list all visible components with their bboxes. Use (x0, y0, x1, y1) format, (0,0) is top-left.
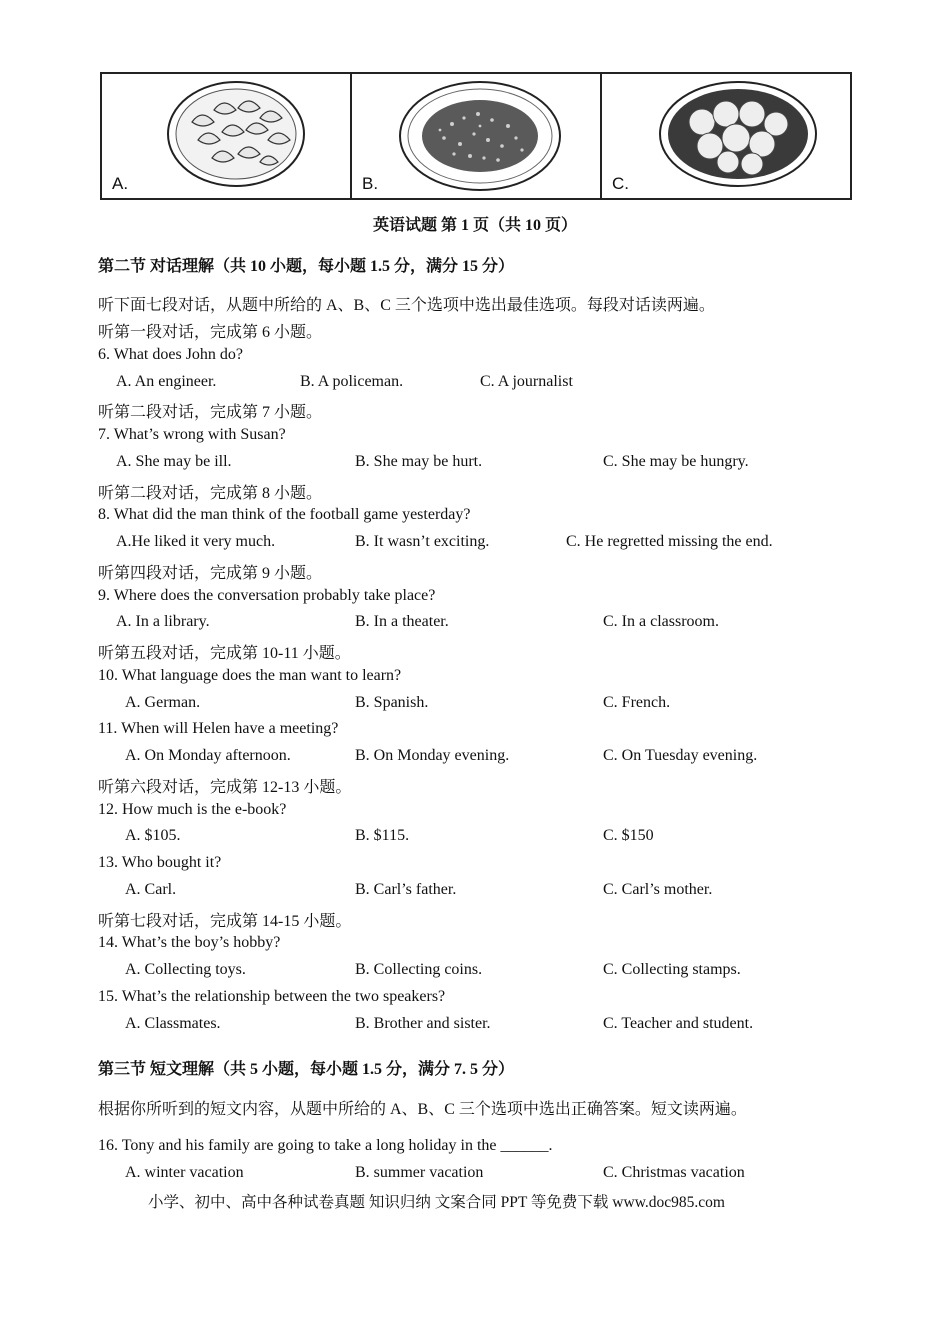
q6-option-c: C. A journalist (480, 373, 573, 390)
buns-plate-icon (602, 74, 850, 198)
q12-option-a: A. $105. (125, 827, 181, 844)
q7-option-c: C. She may be hungry. (603, 453, 749, 470)
q10-option-a: A. German. (125, 694, 201, 711)
dialogue-cue: 听第二段对话，完成第 8 小题。 (98, 485, 323, 502)
page-number: 英语试题 第 1 页（共 10 页） (372, 217, 577, 234)
q7-option-a: A. She may be ill. (116, 453, 232, 470)
q10-option-b: B. Spanish. (355, 694, 429, 711)
picture-c (602, 74, 850, 198)
dialogue-cue: 听第四段对话，完成第 9 小题。 (98, 565, 323, 582)
q11-option-a: A. On Monday afternoon. (125, 747, 291, 764)
section3-heading: 第三节 短文理解（共 5 小题，每小题 1.5 分，满分 7. 5 分） (98, 1061, 515, 1078)
q11-option-c: C. On Tuesday evening. (603, 747, 758, 764)
watermark-footer: 小学、初中、高中各种试卷真题 知识归纳 文案合同 PPT 等免费下载 www.doc985.com (148, 1194, 725, 1211)
question-16: 16. Tony and his family are going to take a long holiday in the ______. (98, 1137, 553, 1154)
q13-option-c: C. Carl’s mother. (603, 881, 713, 898)
q9-option-a: A. In a library. (116, 613, 210, 630)
question-8: 8. What did the man think of the football game yesterday? (98, 506, 471, 523)
question-11: 11. When will Helen have a meeting? (98, 720, 339, 737)
q15-option-a: A. Classmates. (125, 1015, 221, 1032)
dialogue-cue: 听第六段对话，完成第 12-13 小题。 (98, 779, 352, 796)
q9-option-c: C. In a classroom. (603, 613, 719, 630)
q9-option-b: B. In a theater. (355, 613, 449, 630)
section2-heading: 第二节 对话理解（共 10 小题，每小题 1.5 分，满分 15 分） (98, 258, 515, 275)
picture-a-label: A. (112, 174, 129, 193)
picture-b-label: B. (362, 174, 379, 193)
dialogue-cue: 听第一段对话，完成第 6 小题。 (98, 324, 323, 341)
q16-option-c: C. Christmas vacation (603, 1164, 745, 1181)
q14-option-b: B. Collecting coins. (355, 961, 483, 978)
question-10: 10. What language does the man want to learn? (98, 667, 402, 684)
question-9: 9. Where does the conversation probably take place? (98, 587, 436, 604)
section3-instruction: 根据你所听到的短文内容，从题中所给的 A、B、C 三个选项中选出正确答案。短文读两遍。 (98, 1101, 747, 1118)
picture-a (102, 74, 352, 198)
q7-option-b: B. She may be hurt. (355, 453, 483, 470)
dialogue-cue: 听第二段对话，完成第 7 小题。 (98, 404, 323, 421)
q12-option-c: C. $150 (603, 827, 654, 844)
q13-option-a: A. Carl. (125, 881, 177, 898)
rice-plate-icon (352, 74, 600, 198)
section2-instruction: 听下面七段对话，从题中所给的 A、B、C 三个选项中选出最佳选项。每段对话读两遍。 (98, 297, 715, 314)
question-15: 15. What’s the relationship between the two speakers? (98, 988, 446, 1005)
q14-option-a: A. Collecting toys. (125, 961, 246, 978)
q16-option-b: B. summer vacation (355, 1164, 484, 1181)
q13-option-b: B. Carl’s father. (355, 881, 457, 898)
picture-c-label: C. (612, 174, 629, 193)
q8-option-c: C. He regretted missing the end. (566, 533, 773, 550)
q8-option-b: B. It wasn’t exciting. (355, 533, 490, 550)
question-12: 12. How much is the e-book? (98, 801, 287, 818)
question-7: 7. What’s wrong with Susan? (98, 426, 286, 443)
dialogue-cue: 听第五段对话，完成第 10-11 小题。 (98, 645, 351, 662)
q14-option-c: C. Collecting stamps. (603, 961, 741, 978)
q11-option-b: B. On Monday evening. (355, 747, 510, 764)
q15-option-c: C. Teacher and student. (603, 1015, 754, 1032)
q8-option-a: A.He liked it very much. (116, 533, 276, 550)
question-14: 14. What’s the boy’s hobby? (98, 934, 281, 951)
q6-option-a: A. An engineer. (116, 373, 217, 390)
q12-option-b: B. $115. (355, 827, 410, 844)
question-13: 13. Who bought it? (98, 854, 222, 871)
listening-pictures (100, 72, 852, 200)
dialogue-cue: 听第七段对话，完成第 14-15 小题。 (98, 913, 352, 930)
q10-option-c: C. French. (603, 694, 671, 711)
picture-b (352, 74, 602, 198)
q15-option-b: B. Brother and sister. (355, 1015, 491, 1032)
question-6: 6. What does John do? (98, 346, 244, 363)
q16-option-a: A. winter vacation (125, 1164, 244, 1181)
dumplings-plate-icon (102, 74, 350, 198)
q6-option-b: B. A policeman. (300, 373, 404, 390)
